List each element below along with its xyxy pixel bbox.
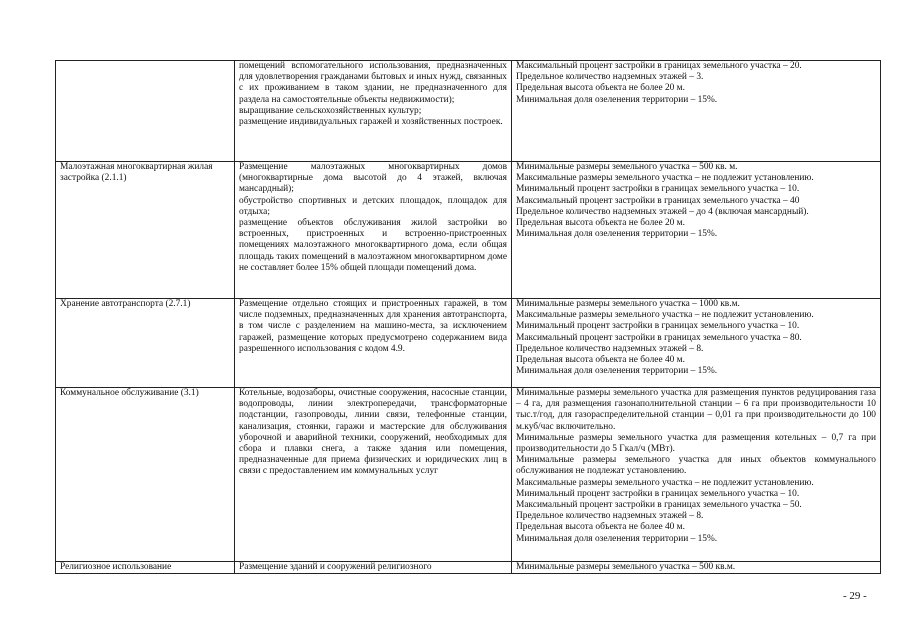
parameter-line: Максимальный процент застройки в границах земельного участка – 40 <box>516 195 800 206</box>
land-use-type: Коммунальное обслуживание (3.1) <box>60 388 199 398</box>
document-page <box>55 60 876 574</box>
land-use-type-cell <box>56 299 235 388</box>
table-row <box>56 61 881 162</box>
parameter-line: Минимальные размеры земельного участка для размещения пунктов редуцирования газа – 4 га, для размещения газонаполнительной станции – 6 га при производительности 10 тыс.т/год, для газораспределительной станции – 0,01 га при производительности до 100 м.куб/час включительно. <box>516 388 876 432</box>
description-paragraph: размещение объектов обслуживания жилой застройки во встроенных, пристроенных и встроенно-пристроенных помещениях малоэтажного многоквартирного дома, если общая площадь таких помещений в малоэтажном многоквартирном доме не составляет более 15% общей площади помещений дома. <box>239 218 507 273</box>
parameter-line: Минимальный процент застройки в границах земельного участка – 10. <box>516 184 800 195</box>
table-row <box>56 388 881 562</box>
description-paragraph: Размещение малоэтажных многоквартирных домов (многоквартирные дома высотой до 4 этажей, включая мансардный); <box>239 162 507 195</box>
parameter-line: Максимальный процент застройки в границах земельного участка – 20. <box>516 61 802 71</box>
land-use-type-cell <box>56 388 235 562</box>
description-paragraph: обустройство спортивных и детских площадок, площадок для отдыха; <box>239 195 507 217</box>
table-row <box>56 299 881 388</box>
parameter-line: Минимальная доля озеленения территории – 15%. <box>516 533 718 544</box>
parameter-line: Минимальные размеры земельного участка – 1000 кв.м. <box>516 299 740 309</box>
use-description-cell <box>235 562 512 574</box>
parameters-cell <box>512 562 881 574</box>
parameters-cell <box>512 388 881 562</box>
parameter-line: Минимальные размеры земельного участка для размещения котельных – 0,7 га при производительности до 5 Гкал/ч (МВт). <box>516 432 876 455</box>
table-body <box>56 61 881 574</box>
description-paragraph: Размещение зданий и сооружений религиозного <box>239 562 432 572</box>
parameter-line: Минимальный процент застройки в границах земельного участка – 10. <box>516 321 800 332</box>
parameter-line: Предельная высота объекта не более 40 м. <box>516 355 685 366</box>
use-description-cell <box>235 388 512 562</box>
use-description-cell <box>235 61 512 162</box>
land-use-type-cell <box>56 162 235 299</box>
use-description-cell <box>235 162 512 299</box>
description-paragraph: помещений вспомогательного использования, предназначенных для удовлетворения гражданами бытовых и иных нужд, связанных с их проживанием в таком здании, не предназначенного для раздела на самостоятельные объекты недвижимости); <box>239 61 507 105</box>
parameter-line: Предельное количество надземных этажей – 8. <box>516 511 704 522</box>
parameters-cell <box>512 162 881 299</box>
land-use-type: Малоэтажная многоквартирная жилая застройка (2.1.1) <box>60 162 213 184</box>
parameter-line: Максимальный процент застройки в границах земельного участка – 50. <box>516 500 802 511</box>
parameter-line: Предельное количество надземных этажей – 3. <box>516 72 704 83</box>
page-number: - 29 - <box>843 590 867 602</box>
parameter-line: Предельное количество надземных этажей – до 4 (включая мансардный). <box>516 206 809 217</box>
parameter-line: Предельное количество надземных этажей – 8. <box>516 343 704 354</box>
parameter-line: Предельная высота объекта не более 20 м. <box>516 83 685 94</box>
description-paragraph: выращивание сельскохозяйственных культур; <box>239 105 422 116</box>
parameter-line: Минимальная доля озеленения территории – 15%. <box>516 366 718 377</box>
parameter-line: Минимальная доля озеленения территории – 15%. <box>516 229 718 240</box>
parameter-line: Максимальные размеры земельного участка – не подлежит установлению. <box>516 477 814 488</box>
parameters-cell <box>512 299 881 388</box>
parameter-line: Предельная высота объекта не более 20 м. <box>516 218 685 229</box>
land-use-type-cell <box>56 562 235 574</box>
table-row <box>56 162 881 299</box>
parameter-line: Минимальные размеры земельного участка для иных объектов коммунального обслуживания не подлежат установлению. <box>516 455 876 477</box>
description-paragraph: размещение индивидуальных гаражей и хозяйственных построек. <box>239 117 503 128</box>
zoning-table <box>55 60 881 574</box>
parameter-line: Максимальные размеры земельного участка – не подлежит установлению. <box>516 173 814 184</box>
parameter-line: Минимальные размеры земельного участка – 500 кв. м. <box>516 162 738 172</box>
parameter-line: Максимальный процент застройки в границах земельного участка – 80. <box>516 332 802 343</box>
use-description-cell <box>235 299 512 388</box>
parameter-line: Минимальная доля озеленения территории – 15%. <box>516 94 718 105</box>
land-use-type-cell <box>56 61 235 162</box>
land-use-type: Религиозное использование <box>60 562 172 572</box>
parameter-line: Предельная высота объекта не более 40 м. <box>516 522 685 533</box>
description-paragraph: Размещение отдельно стоящих и пристроенных гаражей, в том числе подземных, предназначенных для хранения автотранспорта, в том числе с разделением на машино-места, за исключением гаражей, размещение которых предусмотрено содержанием вида разрешенного использования с кодом 4.9. <box>239 299 507 354</box>
parameter-line: Минимальный процент застройки в границах земельного участка – 10. <box>516 488 800 499</box>
description-paragraph: Котельные, водозаборы, очистные сооружения, насосные станции, водопроводы, линии электропередачи, трансформаторные подстанции, газопроводы, линии связи, телефонные станции, канализация, стоянки, гаражи и мастерские для обслуживания уборочной и аварийной техники, сооружений, необходимых для сбора и плавки снега, а также здания или помещения, предназначенные для приема физических и юридических лиц в связи с предоставлением им коммунальных услуг <box>239 388 507 477</box>
table-row <box>56 562 881 574</box>
land-use-type: Хранение автотранспорта (2.7.1) <box>60 299 191 309</box>
parameter-line: Максимальные размеры земельного участка – не подлежит установлению. <box>516 310 814 321</box>
parameter-line: Минимальные размеры земельного участка – 500 кв.м. <box>516 562 736 572</box>
parameters-cell <box>512 61 881 162</box>
